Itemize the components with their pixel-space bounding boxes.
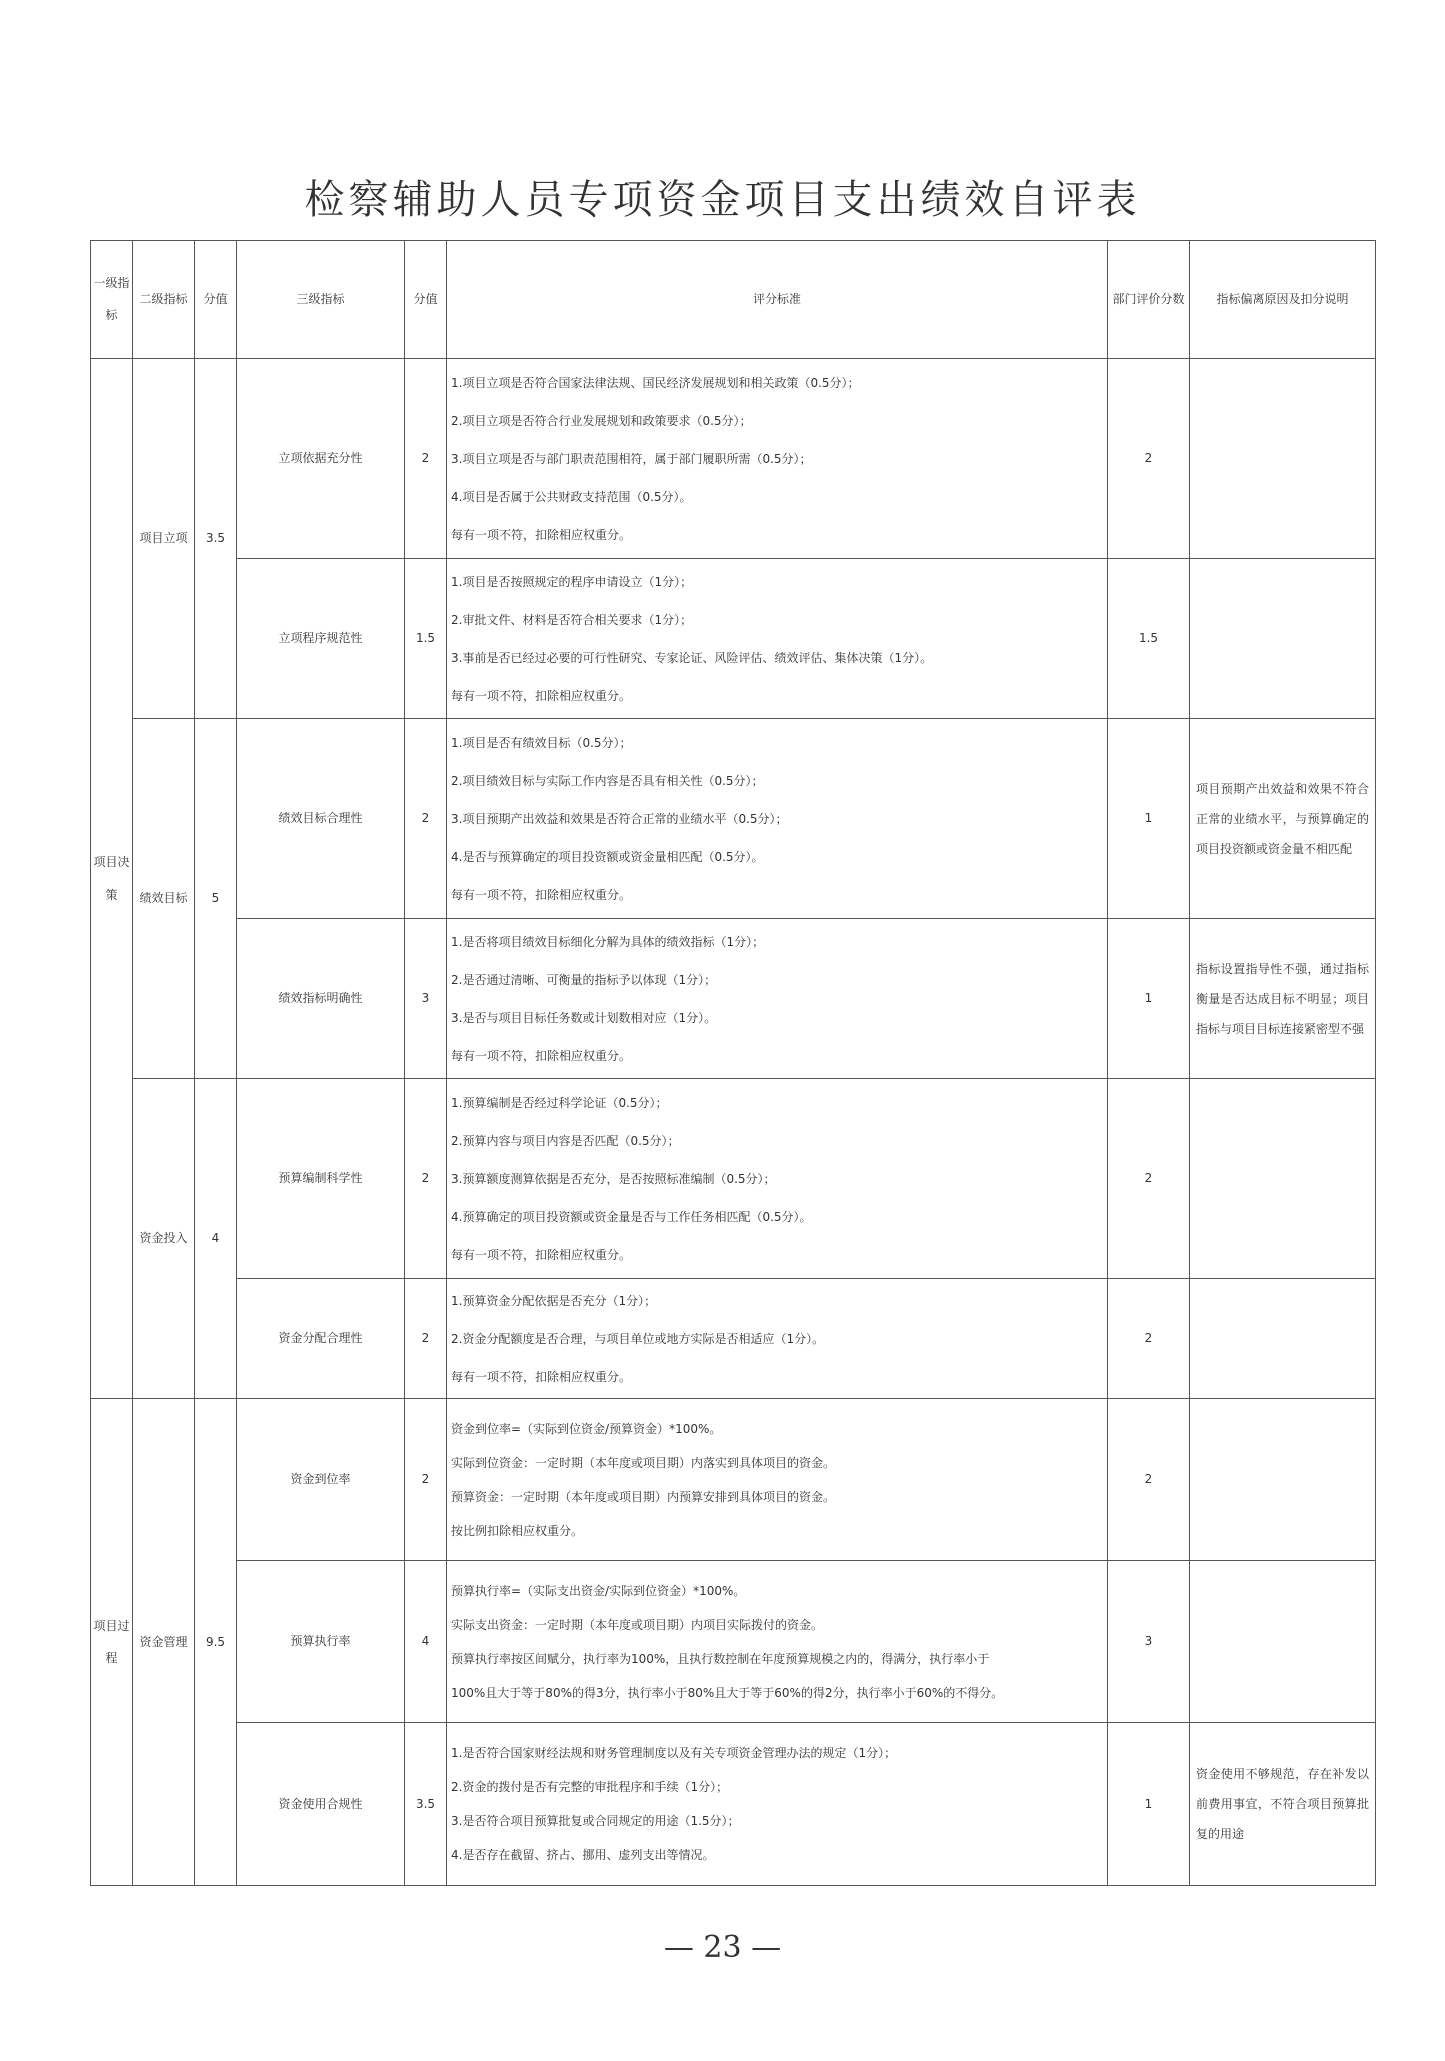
header-deviation: 指标偏离原因及扣分说明 bbox=[1190, 241, 1376, 359]
dept-score: 1.5 bbox=[1108, 559, 1190, 719]
criteria-line: 每有一项不符，扣除相应权重分。 bbox=[451, 1048, 632, 1063]
level3-name: 绩效指标明确性 bbox=[237, 919, 405, 1079]
table-row bbox=[91, 1723, 1376, 1886]
criteria-cell bbox=[447, 1279, 1108, 1399]
criteria-line: 4.项目是否属于公共财政支持范围（0.5分）。 bbox=[451, 489, 692, 504]
level3-score: 2 bbox=[405, 719, 447, 919]
dept-score: 2 bbox=[1108, 1079, 1190, 1279]
criteria-line: 4.是否与预算确定的项目投资额或资金量相匹配（0.5分）。 bbox=[451, 849, 764, 864]
criteria-line: 4.预算确定的项目投资额或资金量是否与工作任务相匹配（0.5分）。 bbox=[451, 1209, 812, 1224]
level3-score: 2 bbox=[405, 359, 447, 559]
level2-score: 4 bbox=[195, 1079, 237, 1399]
level3-name: 绩效目标合理性 bbox=[237, 719, 405, 919]
level2-funding-input: 资金投入 bbox=[133, 1079, 195, 1399]
criteria-line: 2.是否通过清晰、可衡量的指标予以体现（1分）； bbox=[451, 972, 717, 987]
criteria-line: 1.预算编制是否经过科学论证（0.5分）； bbox=[451, 1095, 668, 1110]
criteria-line: 2.项目立项是否符合行业发展规划和政策要求（0.5分）； bbox=[451, 413, 752, 428]
level2-score: 9.5 bbox=[195, 1399, 237, 1886]
header-dept-score: 部门评价分数 bbox=[1108, 241, 1190, 359]
criteria-line: 按比例扣除相应权重分。 bbox=[451, 1523, 584, 1538]
level3-score: 3 bbox=[405, 919, 447, 1079]
criteria-line: 2.项目绩效目标与实际工作内容是否具有相关性（0.5分）； bbox=[451, 773, 764, 788]
table-row bbox=[91, 1279, 1376, 1399]
criteria-line: 实际到位资金：一定时期（本年度或项目期）内落实到具体项目的资金。 bbox=[451, 1455, 836, 1470]
table-row bbox=[91, 559, 1376, 719]
criteria-line: 1.项目是否有绩效目标（0.5分）； bbox=[451, 735, 632, 750]
level3-name: 资金到位率 bbox=[237, 1399, 405, 1561]
criteria-line: 1.预算资金分配依据是否充分（1分）； bbox=[451, 1293, 657, 1308]
criteria-line: 3.项目预期产出效益和效果是否符合正常的业绩水平（0.5分）； bbox=[451, 811, 788, 826]
page-number: — 23 — bbox=[663, 1930, 782, 1965]
level2-project-setup: 项目立项 bbox=[133, 359, 195, 719]
level3-score: 1.5 bbox=[405, 559, 447, 719]
criteria-line: 资金到位率=（实际到位资金/预算资金）*100%。 bbox=[451, 1421, 722, 1436]
page-title: 检察辅助人员专项资金项目支出绩效自评表 bbox=[304, 177, 1141, 223]
level3-score: 2 bbox=[405, 1399, 447, 1561]
criteria-line: 1.项目立项是否符合国家法律法规、国民经济发展规划和相关政策（0.5分）； bbox=[451, 375, 860, 390]
criteria-line: 1.是否将项目绩效目标细化分解为具体的绩效指标（1分）； bbox=[451, 934, 765, 949]
criteria-line: 每有一项不符，扣除相应权重分。 bbox=[451, 527, 632, 542]
dept-score: 1 bbox=[1108, 919, 1190, 1079]
criteria-cell bbox=[447, 919, 1108, 1079]
criteria-line: 2.审批文件、材料是否符合相关要求（1分）； bbox=[451, 612, 693, 627]
header-level1: 一级指标 bbox=[91, 241, 133, 359]
level3-name: 预算编制科学性 bbox=[237, 1079, 405, 1279]
deviation-note bbox=[1190, 359, 1376, 559]
criteria-line: 每有一项不符，扣除相应权重分。 bbox=[451, 887, 632, 902]
table-row bbox=[91, 1561, 1376, 1723]
table-row bbox=[91, 719, 1376, 919]
criteria-line: 每有一项不符，扣除相应权重分。 bbox=[451, 1369, 632, 1384]
level1-process: 项目过程 bbox=[91, 1399, 133, 1886]
deviation-note: 指标设置指导性不强，通过指标衡量是否达成目标不明显；项目指标与项目目标连接紧密型不强 bbox=[1190, 919, 1376, 1079]
criteria-line: 2.资金分配额度是否合理，与项目单位或地方实际是否相适应（1分）。 bbox=[451, 1331, 825, 1346]
table-row bbox=[91, 1079, 1376, 1279]
criteria-cell bbox=[447, 359, 1108, 559]
deviation-note: 项目预期产出效益和效果不符合正常的业绩水平，与预算确定的项目投资额或资金量不相匹配 bbox=[1190, 719, 1376, 919]
criteria-cell bbox=[447, 1561, 1108, 1723]
dept-score: 2 bbox=[1108, 359, 1190, 559]
header-level3: 三级指标 bbox=[237, 241, 405, 359]
evaluation-table bbox=[90, 240, 1376, 1886]
level1-decision: 项目决策 bbox=[91, 359, 133, 1399]
level3-name: 资金分配合理性 bbox=[237, 1279, 405, 1399]
header-criteria: 评分标准 bbox=[447, 241, 1108, 359]
criteria-cell bbox=[447, 559, 1108, 719]
level2-performance-goal: 绩效目标 bbox=[133, 719, 195, 1079]
deviation-note bbox=[1190, 1561, 1376, 1723]
criteria-line: 2.资金的拨付是否有完整的审批程序和手续（1分）； bbox=[451, 1780, 729, 1794]
header-score3: 分值 bbox=[405, 241, 447, 359]
criteria-cell bbox=[447, 719, 1108, 919]
criteria-line: 3.是否符合项目预算批复或合同规定的用途（1.5分）； bbox=[451, 1814, 740, 1828]
header-score2: 分值 bbox=[195, 241, 237, 359]
criteria-line: 3.项目立项是否与部门职责范围相符，属于部门履职所需（0.5分）； bbox=[451, 451, 812, 466]
dept-score: 1 bbox=[1108, 1723, 1190, 1886]
criteria-line: 每有一项不符，扣除相应权重分。 bbox=[451, 688, 632, 703]
level3-name: 资金使用合规性 bbox=[237, 1723, 405, 1886]
dept-score: 1 bbox=[1108, 719, 1190, 919]
level2-fund-management: 资金管理 bbox=[133, 1399, 195, 1886]
criteria-line: 预算执行率按区间赋分，执行率为100%，且执行数控制在年度预算规模之内的，得满分，执行率小于 bbox=[451, 1651, 990, 1666]
criteria-cell bbox=[447, 1399, 1108, 1561]
table-row bbox=[91, 359, 1376, 559]
criteria-line: 每有一项不符，扣除相应权重分。 bbox=[451, 1247, 632, 1262]
header-level2: 二级指标 bbox=[133, 241, 195, 359]
criteria-line: 3.事前是否已经过必要的可行性研究、专家论证、风险评估、绩效评估、集体决策（1分）。 bbox=[451, 650, 933, 665]
criteria-line: 4.是否存在截留、挤占、挪用、虚列支出等情况。 bbox=[451, 1848, 715, 1862]
level3-name: 立项程序规范性 bbox=[237, 559, 405, 719]
level3-name: 预算执行率 bbox=[237, 1561, 405, 1723]
deviation-note: 资金使用不够规范，存在补发以前费用事宜，不符合项目预算批复的用途 bbox=[1190, 1723, 1376, 1886]
deviation-note bbox=[1190, 559, 1376, 719]
level3-score: 4 bbox=[405, 1561, 447, 1723]
level3-score: 3.5 bbox=[405, 1723, 447, 1886]
level2-score: 3.5 bbox=[195, 359, 237, 719]
dept-score: 2 bbox=[1108, 1399, 1190, 1561]
criteria-line: 2.预算内容与项目内容是否匹配（0.5分）； bbox=[451, 1133, 680, 1148]
header-row bbox=[91, 241, 1376, 359]
criteria-cell bbox=[447, 1723, 1108, 1886]
deviation-note bbox=[1190, 1399, 1376, 1561]
level3-score: 2 bbox=[405, 1079, 447, 1279]
criteria-line: 1.项目是否按照规定的程序申请设立（1分）； bbox=[451, 574, 693, 589]
dept-score: 2 bbox=[1108, 1279, 1190, 1399]
criteria-line: 1.是否符合国家财经法规和财务管理制度以及有关专项资金管理办法的规定（1分）； bbox=[451, 1746, 897, 1760]
level3-score: 2 bbox=[405, 1279, 447, 1399]
table-row bbox=[91, 919, 1376, 1079]
table-row bbox=[91, 1399, 1376, 1561]
criteria-line: 3.预算额度测算依据是否充分，是否按照标准编制（0.5分）； bbox=[451, 1171, 776, 1186]
criteria-line: 3.是否与项目目标任务数或计划数相对应（1分）。 bbox=[451, 1010, 717, 1025]
deviation-note bbox=[1190, 1079, 1376, 1279]
criteria-line: 100%且大于等于80%的得3分，执行率小于80%且大于等于60%的得2分，执行率小于60%的不得分。 bbox=[451, 1685, 1004, 1700]
level3-name: 立项依据充分性 bbox=[237, 359, 405, 559]
criteria-line: 实际支出资金：一定时期（本年度或项目期）内项目实际拨付的资金。 bbox=[451, 1617, 824, 1632]
level2-score: 5 bbox=[195, 719, 237, 1079]
deviation-note bbox=[1190, 1279, 1376, 1399]
criteria-line: 预算执行率=（实际支出资金/实际到位资金）*100%。 bbox=[451, 1583, 746, 1598]
dept-score: 3 bbox=[1108, 1561, 1190, 1723]
criteria-cell bbox=[447, 1079, 1108, 1279]
criteria-line: 预算资金：一定时期（本年度或项目期）内预算安排到具体项目的资金。 bbox=[451, 1489, 836, 1504]
